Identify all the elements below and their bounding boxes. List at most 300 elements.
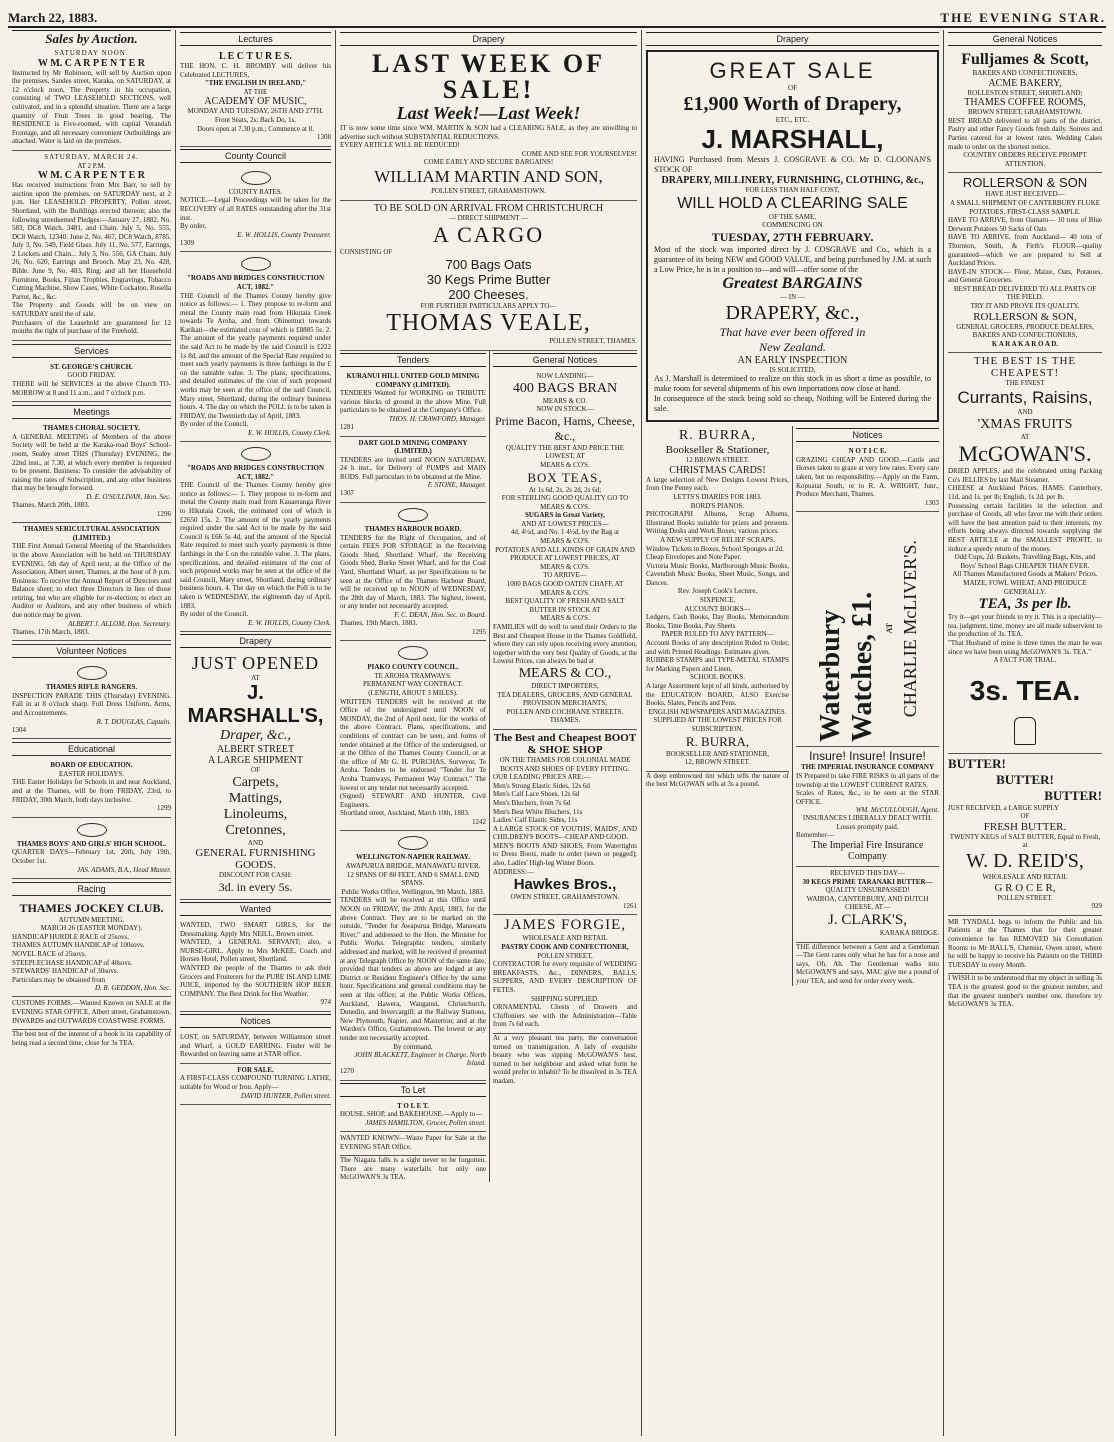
waterbury-shop: CHARLIE McLIVER'S. [899, 539, 920, 717]
for-sale-ad [180, 1064, 331, 1105]
marshall-amount: £1,900 Worth of Drapery, [683, 92, 902, 115]
forgie-name: JAMES FORGIE, [503, 917, 627, 934]
column-4 [642, 30, 944, 1436]
boot-price: Men's Best White Bluchers, 11s [492, 807, 583, 816]
crest-icon [241, 447, 271, 461]
rollerson-name: ROLLERSON & SON [962, 175, 1088, 191]
roads-2-by: By order of the Council. [180, 610, 249, 619]
boot-price: Men's Strong Elastic Sides, 12s 6d [492, 781, 590, 790]
harbour-place: Thames, 19th March, 1883. [340, 619, 418, 627]
auction-ad-2 [12, 151, 171, 341]
dart-sig: F. STONE, Manager. [427, 481, 486, 490]
marshall-will: WILL HOLD A CLEARING SALE [677, 194, 908, 212]
forsale-title: FOR SALE. [237, 1065, 274, 1074]
clark-kegs: 30 KEGS PRIME TARANAKI BUTTER— [802, 877, 933, 886]
boot-title: The Best and Cheapest BOOT & SHOE SHOP [493, 731, 637, 756]
lecture-at: AT THE [243, 87, 268, 96]
to-let-header: To Let [340, 1083, 486, 1097]
jo-at: AT [251, 673, 260, 682]
notices-column [793, 426, 939, 985]
forgie-sub: WHOLESALE AND RETAIL [522, 934, 608, 943]
boys-sig: JAS. ADAMS, B.A., Head Master. [77, 865, 171, 874]
piako-body: WRITTEN TENDERS will be received at the Office of the undersigned until NOON of MONDAY, the 2nd of April next, for the works of the above Contract. Plans, specifications, and conditions of contract can be seen, and forms of tender obtained at the Office of the undersigned, or at the Office of the Thames County Council, or at the office of Mr G. H. PURCHAS, Surveyor, Te Aroha. Tenders to be endorsed "Tender for Te Aroha Tramways, Permanent Way Contract." The lowest or any tender not necessarily accepted. [340, 697, 486, 792]
burra-photo: PHOTOGRAPH Albums, Scrap Albums, Illustrated Books suitable for prizes and presents. Writing Desks and Work Boxes; various prices. [646, 510, 789, 536]
marshall-goods: DRAPERY, MILLINERY, FURNISHING, CLOTHING, &c., [661, 175, 924, 187]
mears-landing: NOW LANDING— [536, 371, 594, 380]
burra-footer: A deep embrowned tint which tells the nature of the best McGOWAN sells at 3s a pound. [646, 771, 789, 789]
grazing-ad [796, 445, 939, 512]
masthead [8, 4, 1106, 28]
wanted-header: Wanted [180, 902, 331, 916]
well-sub2: 12 SPANS OF 80 FEET, AND 6 SMALL END SPANS. [346, 870, 480, 888]
mears-teaprices: At 1s 6d, 2s, 2s 2d, 2s 6d; [528, 485, 602, 494]
customs-body: CUSTOMS FORMS.—Wanted Known on SALE at the EVENING STAR OFFICE, Albert street, Grahamstown, INWARDS and OUTWARDS COASTWISE FORMS. [12, 999, 171, 1025]
cargo-item: 200 Cheeses. [448, 286, 529, 302]
mears-addr: POLLEN AND COCHRANE STREETS, THAMES. [506, 707, 624, 725]
burra-name: R. BURRA, [678, 428, 757, 444]
mears-direct: DIRECT IMPORTERS, [531, 681, 599, 690]
wellington-ad [340, 831, 486, 1080]
clark-places: WAIROA, CANTERBURY, AND DUTCH CHEESE, AT— [806, 894, 929, 912]
marshall-in: — IN — [780, 292, 805, 301]
mcgowan-name: McGOWAN'S. [958, 441, 1092, 467]
cargo-ad [340, 201, 637, 351]
well-num: 1270 [340, 1067, 354, 1076]
marshall-date: TUESDAY, 27TH FEBRUARY. [711, 229, 874, 244]
rifle-sig: R. T. DOUGLAS, Captain. [96, 717, 171, 726]
piako-signed: (Signed) STEWART AND HUNTER, Civil Engineers. [340, 792, 486, 809]
board-body: THE Easter Holidays for Schools in and near Auckland, and at the Thames, will be from FRIDAY, 23rd, to FRIDAY, 30th March, both days inclusive. [12, 778, 171, 804]
educational-header: Educational [12, 742, 171, 756]
insure-remember: Remember— [796, 831, 834, 840]
lecture-subject: "THE ENGLISH IN IRELAND," [204, 79, 307, 88]
mears-sugars: SUGARS in Great Variety, [524, 511, 605, 520]
harbour-num: 1295 [471, 627, 486, 636]
crest-icon [241, 257, 271, 271]
waste-body: WANTED KNOWN—Waste Paper for Sale at the EVENING STAR Office. [340, 1133, 486, 1151]
cargo-title: A CARGO [432, 222, 545, 248]
wanted-1: WANTED, TWO SMART GIRLS, for the Dressmaking. Apply Mrs NEILL, Brown street. [180, 921, 331, 938]
mcgowan-thames: All Thames Manufactured Goods at Makers' Prices. [952, 570, 1098, 579]
marshall-great: GREAT SALE [709, 58, 876, 83]
tolet-sig: JAMES HAMILTON, Grocer, Pollen street. [365, 1118, 486, 1127]
piako-sub: TE AROHA TRAMWAYS. [374, 671, 452, 680]
insure-body: IS Prepared to take FIRE RISKS in all parts of the township at the LOWEST CURRENT RATES. [796, 771, 939, 789]
burra-paperbody: Account Books of any description Ruled to Order, and with Printed Headings: Estimates given. [646, 639, 789, 656]
mears-sugprices: AND AT LOWEST PRICES— [521, 519, 609, 528]
fulljames-coffeeaddr: BROWN STREET, GRAHAMSTOWN. [967, 108, 1083, 117]
drapery-header-2: Drapery [180, 634, 331, 648]
crest-icon [77, 823, 107, 837]
lecture-ad [180, 49, 331, 147]
masthead-title: THE EVENING STAR. [940, 10, 1106, 25]
jockey-meet: AUTUMN MEETING. [58, 915, 125, 924]
mcgowan-currants: Currants, Raisins, [957, 388, 1093, 408]
dart-body: TENDERS are invited until NOON SATURDAY, 24 h inst., for Delivery of PUMPS and MAIN RODS. Full particulars to be obtained at the Mine. [340, 455, 486, 481]
rollerson-arrive2: HAVE TO ARRIVE, from Auckland— 40 tons of Thornton, Smith, & Firth's FLOUR—quality guaranteed—which we are prepared to Sell at Auckland Prices. [948, 233, 1102, 268]
boot-street: OWEN STREET, GRAHAMSTOWN. [510, 893, 620, 902]
marshall-ad [646, 50, 939, 422]
burra-account: ACCOUNT BOOKS— [684, 604, 751, 613]
tenders-footer: The Niagara falls is a sight never to be forgotten. There are many waterfalls but only one McGOWAN'S 3s TEA. [340, 1156, 486, 1182]
column-5 [944, 30, 1106, 1436]
jockey-title: THAMES JOCKEY CLUB. [19, 900, 164, 915]
drapery-header-4: Drapery [646, 32, 939, 46]
lw-title: LAST WEEK OF SALE! [372, 49, 605, 104]
rollerson-received: HAVE JUST RECEIVED— [985, 190, 1065, 199]
wanted-3-num: 974 [320, 998, 331, 1007]
last-week-ad [340, 49, 637, 201]
board-num: 1299 [157, 804, 171, 813]
jo-goods: GOODS. [235, 859, 276, 872]
piako-num: 1242 [471, 817, 486, 826]
reid-butter1: BUTTER! [948, 755, 1006, 771]
burra-trade: Bookseller & Stationer, [665, 444, 770, 457]
burra-rubber: RUBBER STAMPS and TYPE-METAL STAMPS for Marking Papers and Linen. [646, 656, 789, 673]
marshall-p2: As J. Marshall is determined to realize on this stock in as short a time as possible, to make room for several shipments of his own importations now close at hand. [654, 374, 931, 394]
race-item: NOVEL RACE of 25sovs. [12, 949, 87, 958]
tenders-column [340, 351, 490, 1182]
mears-name: MEARS & CO'S. [540, 502, 590, 511]
lecture-doors: Doors open at 7.30 p.m.; Commence at 8. [197, 124, 314, 133]
marshall-solicited: IS SOLICITED, [769, 365, 816, 374]
crest-icon [398, 836, 428, 850]
piako-len: (LENGTH, ABOUT 3 MILES). [368, 688, 458, 697]
insure-sig: WM. McCULLOUGH, Agent. [855, 806, 939, 815]
boot-num: 1261 [623, 901, 637, 910]
high-school-notice [12, 818, 171, 879]
forsale-body: A FIRST-CLASS COMPOUND TURNING LATHE, suitable for Wood or Iron. Apply— [180, 1074, 331, 1091]
burra-price: SIXPENCE, [699, 596, 736, 605]
insure-effected: INSURANCES LIBERALLY DEALT WITH. Losses promptly paid. [802, 814, 933, 831]
general-column [490, 351, 637, 1182]
wanted-3: WANTED the people of the Thames to ask their Grocers and Fruiterers for the PURE ISLAND LIME JUICE, imported by the SOUTHERN HOP BEER COMPANY. The Best Drink for Hot Weather. [180, 964, 331, 998]
marshall-body: HAVING Purchased from Messrs J. COSGRAVE & CO. Mr D. CLOONAN'S STOCK OF [654, 155, 931, 175]
services-header: Services [12, 344, 171, 358]
lecture-title: L E C T U R E S. [219, 51, 292, 62]
rates-body: NOTICE.—Legal Proceedings will be taken for the RECOVERY of all RATES outstanding after the 31st inst. [180, 196, 331, 222]
well-body: TENDERS will be received at this Office until NOON on FRIDAY, the 20th April, 1883, for the above Contract. They are to be marked on the outside, "Tender for Awapurua Bridge, Manawatu River," and addressed to the Hon. the Minister for Public Works. Telegraphic tenders, similarly addressed and marked, will be received if presented at any Telegraph Office by NOON of the same date, provided that tenders as above are lodged at any District or Resident Engineer's Office by the same hour. Specifications and general conditions may be seen at this office; at the Public Works Offices, Auckland, Hawera, Wanganui, Christchurch, Dunedin, and Invercargill; at the Railway Stations, New Plymouth, Napier, and Masterton; and at the Warden's Office, Grahamstown. The lowest or any tender not necessarily accepted. [340, 896, 486, 1042]
lectures-header: Lectures [180, 32, 331, 46]
lost-ad [180, 1031, 331, 1064]
jockey-date: MARCH 26 (EASTER MONDAY). [40, 924, 143, 933]
harbour-sig: F. C. DEAN, Hon. Sec. to Board. [394, 611, 486, 619]
harbour-body: TENDERS for the Right of Occupation, and of certain FEES FOR STORAGE in the Receiving Goods Shed, Shortland Wharf, the Receiving Goods Shed, Burke Street Wharf, and for the Coal Yard, Shortland Wharf, as per Specifications to be seen at the Office of the Thames Harbour Board, will be received up to NOON of WEDNESDAY, the 28th day of March, 1883. The highest, lowest, or any tender not necessarily accepted. [340, 533, 486, 611]
mears-sterling: FOR STERLING GOOD QUALITY GO TO [501, 494, 629, 503]
jo-name: J. MARSHALL'S, [187, 682, 324, 728]
mears-families: FAMILIES will do well to send their Orders to the Best and Cheapest House in the Thames Goldfield, where they can rely upon receiving every attention, together with the very best Quality of Goods, at the Lowest Prices, can always be had at [492, 623, 637, 666]
mcgowan-try2: Try it—get your friends to try it. This is a speciality—tea, judgment, time, money are all made subservient to the production of 3s. TEA. [948, 613, 1102, 639]
lw-sub: Last Week!—Last Week! [396, 103, 581, 123]
mears-oaten: 1000 BAGS GOOD OATEN CHAFF, AT [506, 580, 624, 589]
col3-subcolumns [340, 351, 637, 1182]
mcgowan-best: THE BEST IS THE CHEAPEST! [973, 355, 1077, 380]
insure-scales: Scales of Rates, &c., to be seen at the STAR OFFICE. [796, 789, 939, 806]
sericultural-notice [12, 523, 171, 641]
marshall-nz: New Zealand. [759, 339, 826, 354]
burra-cheap: Cheap Envelopes and Note Paper. [646, 553, 742, 562]
race-item: STEWARDS' HANDICAP of 30sovs. [12, 967, 119, 976]
roads-notice-2 [180, 442, 331, 632]
boot-name: Hawkes Bros., [513, 876, 617, 894]
forsale-sig: DAVID HUNTER, Pollen street. [240, 1091, 331, 1100]
jo-street: ALBERT STREET [216, 744, 295, 756]
jo-of: OF [251, 766, 260, 775]
tolet-body: HOUSE, SHOP, and BAKEHOUSE.—Apply to— [340, 1110, 483, 1119]
waterbury-text: Waterbury Watches, £1. [814, 592, 878, 743]
general-header: General Notices [493, 353, 637, 367]
tenders-header: Tenders [340, 353, 486, 367]
rollerson-ad [948, 173, 1102, 353]
racing-header: Racing [12, 882, 171, 896]
auction-2-note-2: Purchasers of the Leasehold are guaranteed for 12 months the right of purchase of the Freehold. [12, 318, 171, 336]
reid-twenty: TWENTY KEGS of SALT BUTTER, Equal to Fresh, at [949, 832, 1101, 850]
forgie-body: CONTRACTOR for every requisite of WEDDING BREAKFASTS, &c., DINNERS, BALLS, SUPPERS, AND EVERY DESCRIPTION OF FETES. [492, 960, 637, 994]
auction-2-note-1: The Property and Goods will be on view on SATURDAY until the of sale. [12, 301, 171, 319]
column-3 [336, 30, 642, 1436]
roads-2-body: THE Council of the Thames County hereby give notice as follows:— 1. They propose to re-form and metal the County main road from Kauaeranga River to Hikutaia Creek, the estimated cost of which is £2650 15s. 2. The amount of the yearly payments required under the said Act to be made by the said Council is £66 5s 4d, and the amount of the Special Rate required to meet such yearly payments is three farthings in the £ on the rateable value. 3. The plans, specifications, and detailed estimates of the cost of such proposed works may be seen at the office of the said Council, Mary street, Shortland, during ordinary business hours. 4. The day on which the Poll is to be taken is WEDNESDAY, the eighteenth day of April, 1883. [180, 481, 331, 610]
jo-item: Mattings, [228, 790, 283, 806]
rollerson-try: TRY IT AND PROVE ITS QUALITY. [970, 302, 1080, 311]
well-sub: AWAPURUA BRIDGE, MANAWATU RIVER. [345, 862, 481, 871]
roads-1-sig: E. W. HOLLIS, County Clerk. [248, 429, 331, 437]
burra-name2: R. BURRA, [685, 733, 750, 749]
boot-price: Men's Bluchers, from 7s 6d [492, 798, 571, 807]
roads-2-sig: E. W. HOLLIS, County Clerk. [248, 618, 331, 627]
reid-name: W. D. REID'S, [966, 850, 1084, 873]
mcgowan-at: AT [1020, 432, 1030, 441]
lecture-dates: MONDAY AND TUESDAY, 26TH AND 27TH. [187, 107, 324, 116]
burra-bord: BORD'S PIANOS. [690, 501, 745, 510]
reid-of: OF [1020, 812, 1030, 821]
rifle-notice [12, 661, 171, 739]
choral-title: THAMES CHORAL SOCIETY. [43, 424, 140, 433]
burra-ad [646, 426, 789, 772]
cargo-item: 700 Bags Oats [445, 256, 532, 272]
lw-l3: COME AND SEE FOR YOURSELVES! [522, 149, 637, 158]
lw-body: IT is now some time since WM. MARTIN & SON had a CLEARING SALE, as they are unwilling to advertise such without SUBSTANTIAL REDUCTIONS. [340, 124, 637, 141]
mcgowan-tea: TEA, 3s per lb. [978, 596, 1072, 613]
piako-sub2: PERMANENT WAY CONTRACT. [362, 680, 463, 689]
crest-icon [398, 646, 428, 660]
auction-1-when: SATURDAY NOON. [54, 49, 129, 57]
rollerson-grocers: GENERAL GROCERS, PRODUCE DEALERS, BAKERS AND CONFECTIONERS, [956, 322, 1094, 340]
grazing-title: N O T I C E. [848, 447, 887, 456]
forgie-ornau: ORNAMENTAL Chests of Drawers and Chiffoniers see with the Administration—Table from 7s 6d each. [492, 1003, 637, 1029]
burra-english: ENGLISH NEWSPAPERS AND MAGAZINES. [648, 707, 787, 716]
mears-name: MEARS & CO'S. [540, 562, 590, 571]
auction-2-time: AT 2 P.M. [77, 161, 106, 170]
mears-dealers: TEA DEALERS, GROCERS, AND GENERAL PROVISION MERCHANTS, [497, 690, 633, 708]
auction-2-when: SATURDAY, MARCH 24. [44, 152, 139, 161]
roads-1-by: By order of the Council. [180, 420, 249, 429]
insure-title: Insure! Insure! Insure! [809, 749, 926, 764]
clark-qual: QUALITY UNSURPASSED! [825, 886, 910, 895]
boys-body: QUARTER DAYS—February 1st, 20th, July 19th, October 1st. [12, 848, 171, 865]
cargo-name: THOMAS VEALE, [386, 310, 591, 337]
forgie-trade: PASTRY COOK AND CONFECTIONER, [501, 943, 629, 952]
marshall-greatest: Greatest BARGAINS [722, 274, 863, 292]
rollerson-instock: HAVE-IN STOCK— Flour, Maize, Oats, Potatoes, and General Groceries. [948, 267, 1102, 285]
burra-relief: A NEW SUPPLY OF RELIEF SCRAPS. [660, 535, 775, 544]
jo-ship: A LARGE SHIPMENT [207, 755, 303, 767]
rollerson-potato: A SMALL SHIPMENT OF CANTERBURY FLUKE POTATOES, FIRST-CLASS SAMPLE. [949, 198, 1101, 216]
fulljames-country: COUNTRY ORDERS RECEIVE PROMPT ATTENTION. [963, 151, 1087, 168]
mears-butter: BEST QUALITY OF FRESH AND SALT BUTTER IN STOCK AT [505, 597, 625, 614]
column-1 [8, 30, 176, 1436]
lw-name: WILLIAM MARTIN AND SON, [374, 166, 603, 186]
church-body: THERE will be SERVICES at the above Church TO-MORROW at 8 and 11 a.m., and 7 o'clock p.m. [12, 380, 171, 397]
auction-header: Sales by Auction. [12, 30, 171, 47]
marshall-name: J. MARSHALL, [701, 124, 884, 155]
crest-icon [241, 171, 271, 185]
burra-letts: LETTS'S DIARIES FOR 1883. [673, 492, 762, 501]
reid-ad [948, 754, 1102, 916]
jockey-note: Particulars may be obtained from [12, 975, 106, 984]
church-sub: GOOD FRIDAY. [67, 371, 116, 380]
volunteer-header: Volunteer Notices [12, 644, 171, 658]
lost-body: LOST, on SATURDAY, between Williamson street and Wharf, a GOLD EARRING. Finder will be Rewarded on leaving same at STAR office. [180, 1033, 331, 1059]
clark-name: J. CLARK'S, [828, 912, 907, 929]
tyndall-body: MR TYNDALL begs to inform the Public and his Patients at the Thames that for their greater convenience he has REMOVED his Consultation Rooms to Mr HALL'S, Chemist, Owen street, where he will be happy to receive his Patients on the THIRD TUESDAY in every Month. [948, 917, 1102, 969]
mcgowan-husband: "That Husband of mine is three times the man he was since we have been using McGOWAN'S 3s. TEA." [948, 638, 1102, 656]
reid-num: 929 [1091, 902, 1102, 911]
mears-quality: QUALITY THE BEST AND PRICE THE LOWEST, AT [505, 443, 625, 461]
col5-footer: I WISH it to be understood that my object in selling 3s TEA is the greatest good to the greatest number, and that the greatest number's number one, therefore try McGOWAN'S 3s TEA. [948, 974, 1102, 1009]
mears-ad [493, 370, 637, 730]
notices-header-4: Notices [796, 428, 939, 442]
burra-addr2: 12, BROWN STREET. [684, 758, 751, 767]
mcgowan-cheese: CHEESE at Auckland Prices. HAMS: Canterbury, 11d, and 1s. per lb; English, 1s 2d. per lb. [948, 484, 1102, 501]
rates-by: By order, [180, 222, 207, 231]
well-title: WELLINGTON-NAPIER RAILWAY. [356, 853, 470, 862]
dart-num: 1307 [340, 489, 354, 498]
mcgowan-and: AND [1017, 408, 1033, 417]
well-office: Public Works Office, Wellington, 9th March, 1883. [341, 887, 485, 896]
insure-ad [796, 747, 939, 867]
burra-paper: PAPER RULED TO ANY PATTERN— [661, 630, 774, 639]
kuranui-title: KURANUI HILL UNITED GOLD MINING COMPANY (LIMITED). [346, 371, 480, 389]
kuranui-ad [340, 370, 486, 437]
mears-big: MEARS & CO., [518, 665, 612, 681]
waste-paper-ad [340, 1132, 486, 1156]
mears-tea: BOX TEAS, [527, 469, 603, 485]
auction-1-body: Instructed by Mr Robinson, will sell by Auction upon the premises, Sandes street, Karaka, on SATURDAY, at 12 o'clock noon, The Property in his occupation, consisting of TWO LEASEHOLD SECTIONS, well cultivated, and in a splendid situation. There are a large quantity of Fruit Trees in good bearing. The RESIDENCE is Five-roomed, with capital Verandah Frontage, and all necessary convenient Outbuildings are attached. Water is laid on the premises. [12, 68, 171, 146]
boot-men: MEN'S BOOTS AND SHOES, From Watertights to Dress Boots, made to order (sewn or pegged); also, Ladies' High-leg Winter Boots. [492, 841, 637, 868]
pointing-hand-icon [1014, 717, 1036, 745]
notices-header-2: Notices [180, 1014, 331, 1028]
general-header-5: General Notices [948, 32, 1102, 46]
boot-stock: A LARGE STOCK OF YOUTHS', MAIDS', AND CHILDREN'S BOOTS—CHEAP AND GOOD. [492, 824, 637, 842]
mcgowan-three: 3s. TEA. [969, 674, 1081, 706]
burra-addr: 12 BROWN STREET. [685, 456, 750, 465]
marshall-early: AN EARLY INSPECTION [737, 354, 848, 366]
reid-whole: WHOLESALE AND RETAIL [982, 873, 1068, 882]
forgie-supplied: SHIPPING SUPPLIED. [531, 994, 599, 1003]
rates-title: COUNTY RATES. [228, 187, 283, 196]
board-notice [12, 759, 171, 818]
customs-notice [12, 997, 171, 1030]
boot-price: Ladies' Calf Elastic Sides, 11s [492, 816, 578, 825]
jo-and: AND [247, 838, 264, 847]
well-sig: JOHN BLACKETT, Engineer in Charge, North Island. [354, 1051, 486, 1068]
mears-arrive: TO ARRIVE— [543, 571, 587, 580]
clark-footer: THE difference between a Gent and a Gentleman—The Gent cares only what he has for a nose and says, Oh, Ah. The Gentleman walks into McGOWAN'S and says, MAC give me a pound of your TEA, and send for order every week. [796, 942, 939, 985]
rates-notice [180, 166, 331, 253]
choral-body: A GENERAL MEETING of Members of the above Society will be held at the Karaka-road Boys' School-room, Sealey street THIS (Thursday) EVENING, the 22nd inst., at 7.30, at which every member is requested to be present. Business: To consider the advisability of raising the rates of Subscription, and any other business that may be brought forward. [12, 432, 171, 493]
burra-music: Victoria Music Books, Marlborough Music Books, Cavendish Music Books, Sheet Music, Songs, and Dances. [646, 561, 789, 587]
tolet-title: T O L E T. [397, 1101, 429, 1110]
piako-ad [340, 641, 486, 831]
marshall-same: OF THE SAME, [768, 212, 817, 221]
reid-pollen: POLLEN STREET. [997, 893, 1053, 902]
rates-sig: E. W. HOLLIS, County Treasurer. [237, 230, 331, 239]
col4-subcolumns [646, 426, 939, 985]
fulljames-bread: BEST BREAD delivered to all parts of the district. Pastry and other Fancy Goods fresh daily. Soirees and Parties catered for at lowest rates. Wedding Cakes made to order on the shortest notice. [948, 116, 1102, 151]
burra-xmas: CHRISTMAS CARDS! [669, 464, 766, 476]
waterbury-ad [796, 512, 939, 747]
mcgowan-ad [948, 353, 1102, 753]
boys-title: THAMES BOYS' AND GIRLS' HIGH SCHOOL. [16, 839, 167, 848]
burra-school: SCHOOL BOOKS. [690, 673, 745, 682]
jo-item: Cretonnes, [225, 822, 286, 838]
fulljames-baker: BAKERS AND CONFECTIONERS, [972, 69, 1078, 77]
jockey-sig: D. R. GEDDON, Hon. Sec. [94, 984, 171, 993]
dart-title: DART GOLD MINING COMPANY (LIMITED.) [358, 438, 468, 456]
cargo-item: 30 Kegs Prime Butter [426, 271, 551, 287]
rifle-title: THAMES RIFLE RANGERS. [45, 683, 138, 692]
church-notice [12, 361, 171, 402]
rollerson-karaka: K A R A K A R O A D. [991, 339, 1059, 348]
mcgowan-maize: MAIZE, FOWL WHEAT, AND PRODUCE GENERALLY. [963, 578, 1087, 596]
marshall-that: That have ever been offered in [719, 324, 866, 339]
col1-footer: The best test of the interest of a book is its capability of being read a second time, close for 3s TEA. [12, 1030, 171, 1047]
roads-1-body: THE Council of the Thames County hereby give notice as follows:— 1. They propose to re-form and metal the County main road from Hikutaia Creek towards Te Aroha, and from Ohinemuri towards Katikati—the estimated cost of which is £8885 5s. 2. The amount of the yearly payments required under the said Act to be made by the said Council is £222 1s 8d, and the amount of the Special Rate required to meet such yearly payments is three farthings in the £ on the rateable value. 3. The plans, specifications, and detailed estimates of the cost of such proposed works may be seen at the office of the said Council, Mary street, Shortland, during the ordinary business hours. 4. The day on which the POLL is to be taken is FRIDAY, the Twentieth day of April, 1883. [180, 291, 331, 420]
rifle-num: 1304 [12, 725, 26, 734]
burra-xmasbody: A large selection of New Designs Lowest Prices, from One Penny each. [646, 475, 789, 493]
boot-leading: OUR LEADING PRICES ARE:— [492, 773, 591, 782]
mears-name: MEARS & CO'S. [540, 614, 590, 623]
roads-notice-1 [180, 252, 331, 442]
jockey-notice [12, 899, 171, 998]
cargo-addr: POLLEN STREET, THAMES. [549, 337, 637, 346]
forgie-street: POLLEN STREET, [537, 951, 593, 960]
well-by: By command, [393, 1042, 433, 1051]
fulljames-street: ROLLESTON STREET, SHORTLAND; [967, 88, 1083, 97]
lecture-num: 1308 [317, 133, 331, 142]
columns [8, 30, 1106, 1436]
crest-icon [77, 666, 107, 680]
choral-notice [12, 422, 171, 523]
reid-butter2: BUTTER! [996, 771, 1054, 787]
to-let-ad [340, 1100, 486, 1132]
burra-window: Window Tickets in Boxes, School Sponges at 2d. [646, 544, 784, 553]
fulljames-coffee: THAMES COFFEE ROOMS, [964, 97, 1086, 109]
lecture-venue: ACADEMY OF MUSIC, [204, 96, 307, 108]
kuranui-body: TENDERS Wanted for WORKING on TRIBUTE various blocks of ground in the above Mine. Full particulars to be obtained at the Company's Office. [340, 389, 486, 415]
board-sub: EASTER HOLIDAYS. [58, 769, 125, 778]
cargo-l2: — DIRECT SHIPMENT — [448, 213, 529, 222]
marshall-drapery: DRAPERY, &c., [725, 301, 860, 324]
meetings-header: Meetings [12, 405, 171, 419]
mcgowan-possessing: Possessing certain facilities in the selection and purchase of Goods, all who favor me with their orders will have the best attention paid to their interests, my efforts being always directed towards supplying the BEST ARTICLE at the SMALLEST PROFIT, to induce a speedy return of the money. [948, 501, 1102, 553]
marshall-comm: COMMENCING ON [762, 221, 823, 230]
jo-item: Linoleums, [223, 806, 288, 822]
burra-schoolbody: A large Assortment kept of all kinds, authorised by the EDUCATION BOARD, ALSO Exercise Books, Slates, Pencils and Pens. [646, 682, 789, 708]
wanted-ads [180, 919, 331, 1012]
column-2 [176, 30, 336, 1436]
mcgowan-oddcups: Odd Cups, 2d. Baskets, Travelling Bags, Kits, and Boys' School Bags CHEAPER THAN EVER. [954, 553, 1096, 570]
